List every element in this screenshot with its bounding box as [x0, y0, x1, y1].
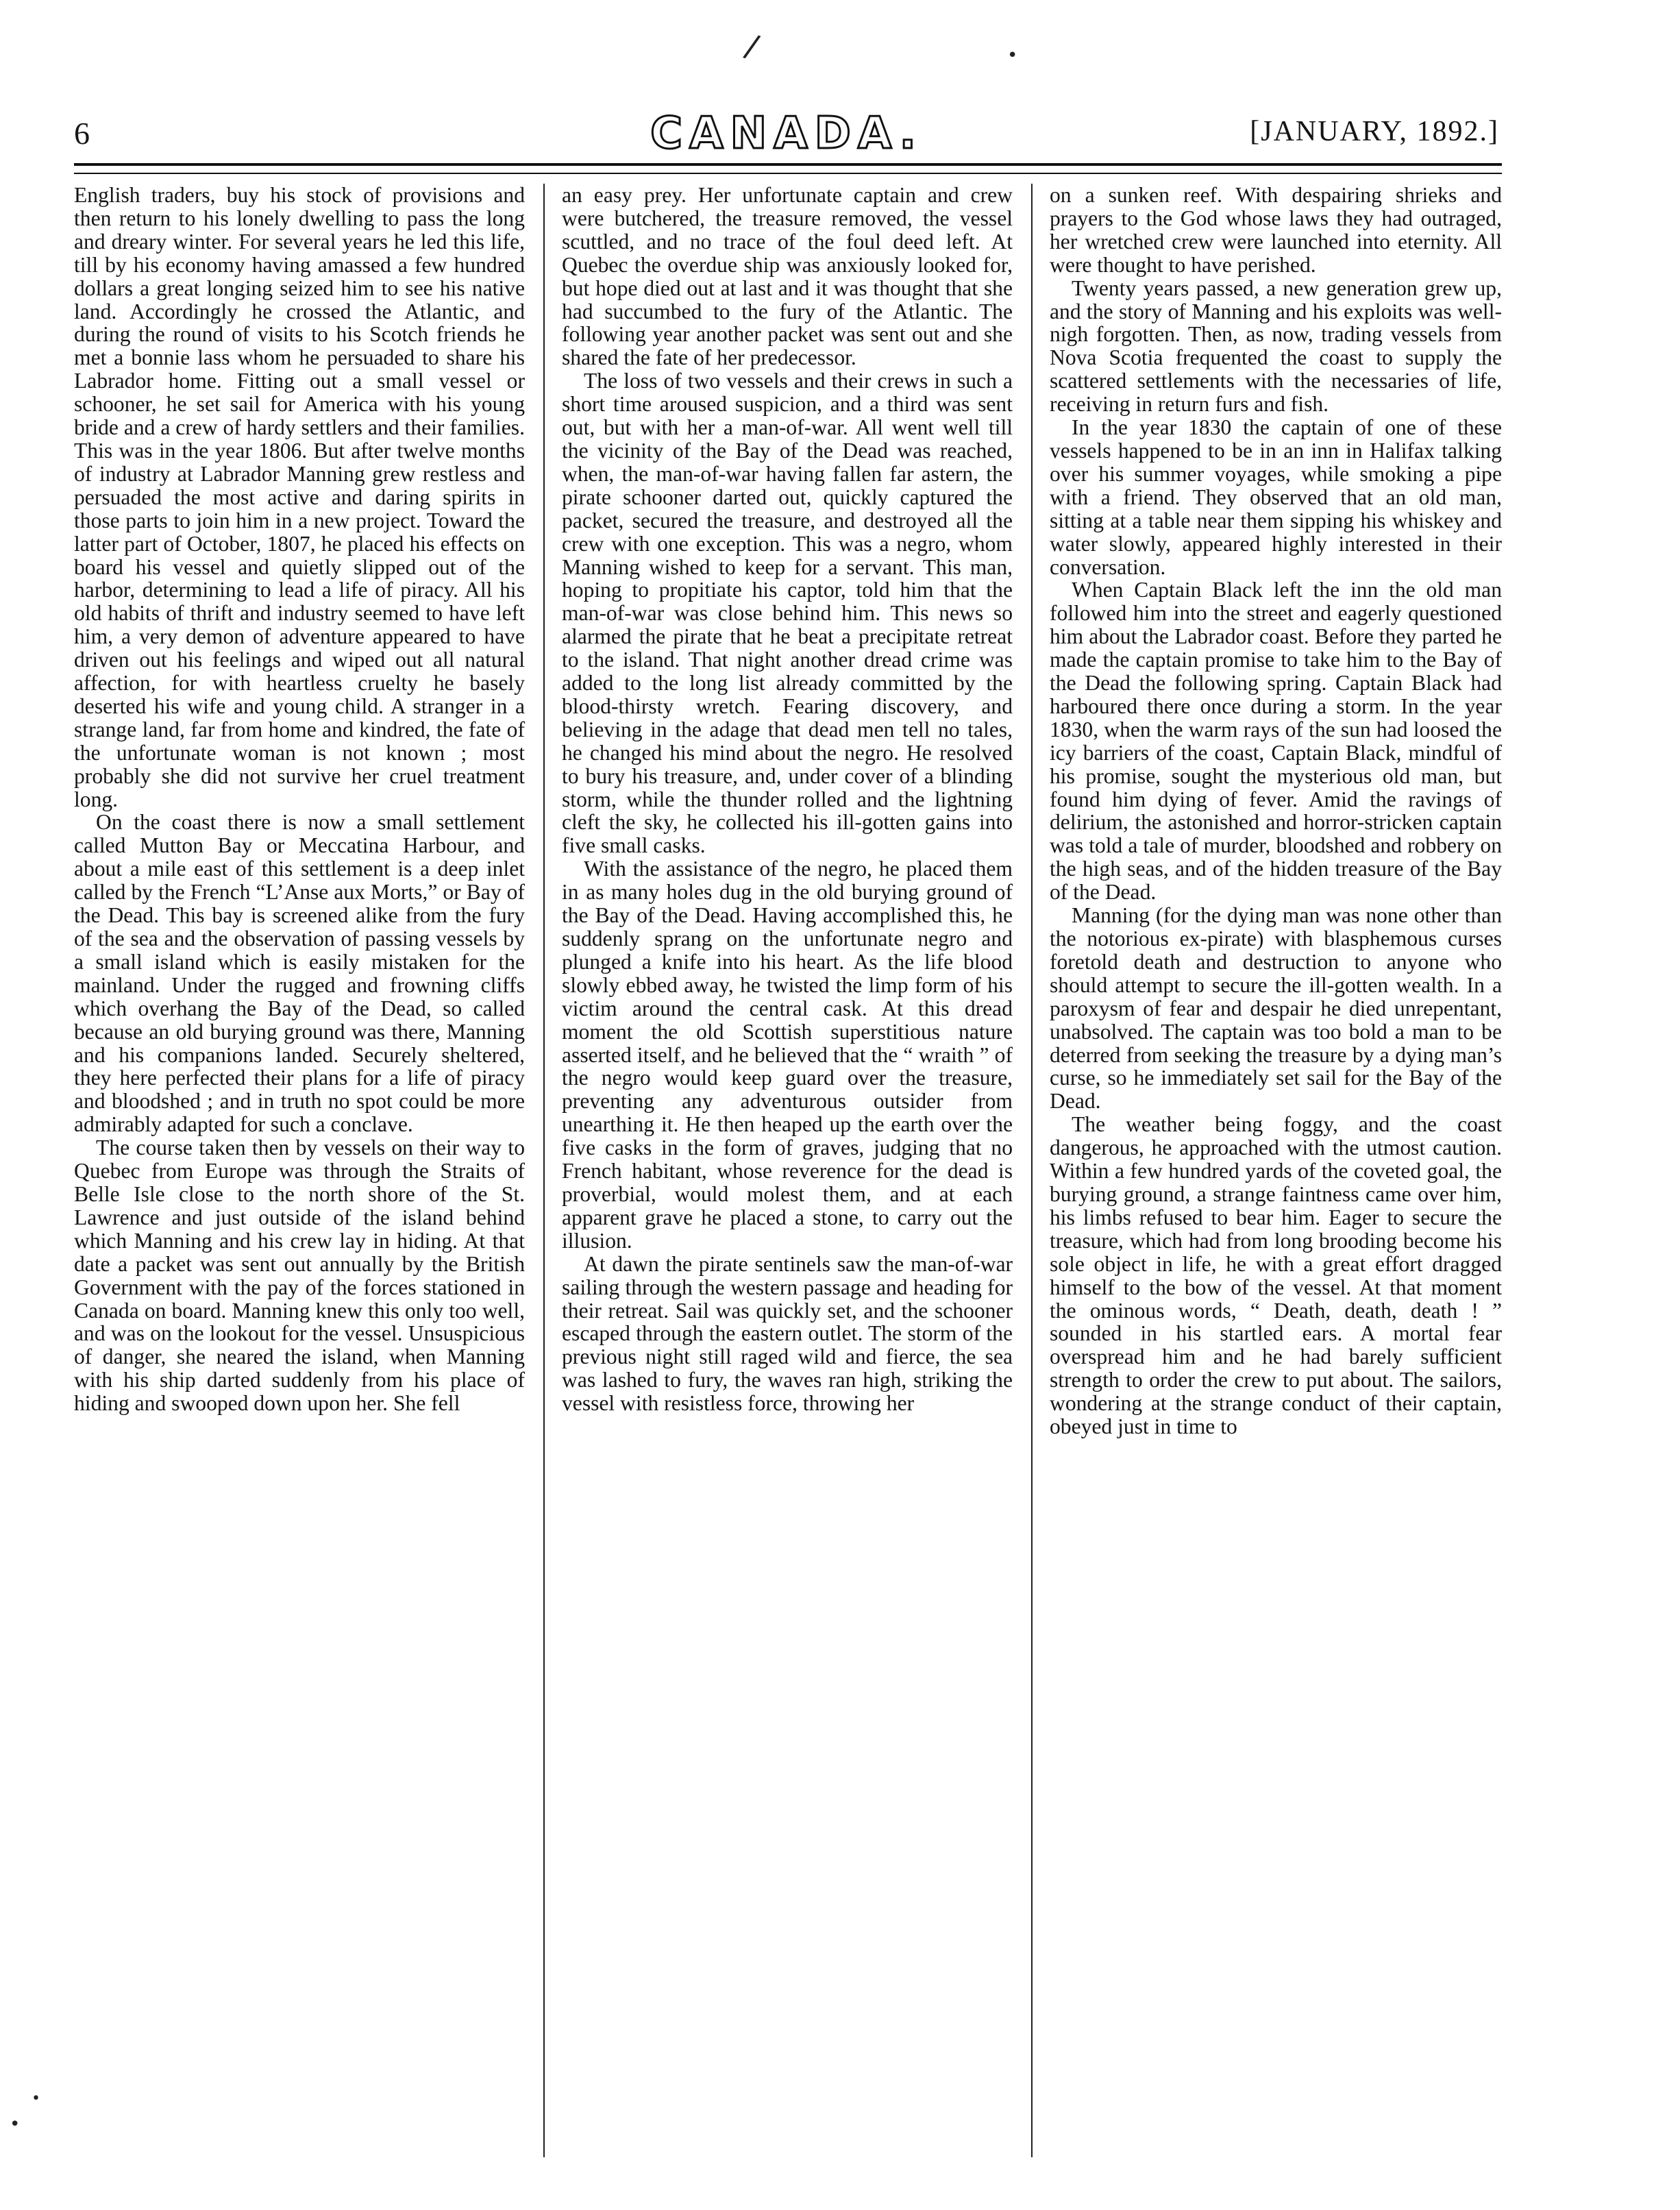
paragraph: With the assistance of the negro, he placed them in as many holes dug in the old burying ground of the Bay of the Dead. Having accomplished this, he suddenly sprang on the unfortunate negro and plunged a knife into his heart. As the life blood slowly ebbed away, he twisted the limp form of his victim around the central cask. At this dread moment the old Scottish superstitious nature asserted itself, and he believed that the “ wraith ” of the negro would keep guard over the treasure, preventing any adventurous outsider from unearthing it. He then heaped up the earth over the five casks in the form of graves, judging that no French habitant, whose reverence for the dead is proverbial, would molest them, and at each apparent grave he placed a stone, to carry out the illusion. — [562, 857, 1013, 1253]
paragraph: Twenty years passed, a new generation grew up, and the story of Manning and his exploits was well-nigh forgotten. Then, as now, trading vessels from Nova Scotia frequented the coast to supply the scattered settlements with the necessaries of life, receiving in return furs and fish. — [1050, 275, 1502, 417]
header-rule — [74, 163, 1502, 166]
paragraph: The weather being foggy, and the coast dangerous, he approached with the utmost caution. Within a few hundred yards of the coveted goal, the burying ground, a strange faintness came over him, his limbs refused to bear him. Eager to secure the treasure, which had from long brooding become his sole object in life, he with a great effort dragged himself to the bow of the vessel. At that moment the ominous words, “ Death, death, death ! ” sounded in his startled ears. A mortal fear overspread him and he had barely sufficient strength to order the crew to put about. The sailors, wondering at the strange conduct of their captain, obeyed just in time to — [1050, 1112, 1502, 1439]
paragraph: On the coast there is now a small settlement called Mutton Bay or Meccatina Harbour, and about a mile east of this settlement is a deep inlet called by the French “L’Anse aux Morts,” or Bay of the Dead. This bay is screened alike from the fury of the sea and the observation of passing vessels by a small island which is easily mistaken for the mainland. Under the rugged and frowning cliffs which overhang the Bay of the Dead, so called because an old burying ground was there, Manning and his companions landed. Securely sheltered, they here perfected their plans for a life of piracy and bloodshed ; and in truth no spot could be more admirably adapted for such a conclave. — [74, 810, 525, 1137]
paragraph: on a sunken reef. With despairing shrieks and prayers to the God whose laws they had outraged, her wretched crew were launched into eternity. All were thought to have perished. — [1050, 184, 1502, 277]
paragraph: Manning (for the dying man was none other than the notorious ex-pirate) with blasphemous curses foretold death and destruction to anyone who should attempt to secure the ill-gotten wealth. In a paroxysm of fear and despair he died unrepentant, unabsolved. The captain was too bold a man to be deterred from seeking the treasure by a dying man’s curse, so he immediately set sail for the Bay of the Dead. — [1050, 903, 1502, 1114]
ink-speck: • — [32, 2090, 40, 2107]
paragraph: The loss of two vessels and their crews in such a short time aroused suspicion, and a third was sent out, but with her a man-of-war. All went well till the vicinity of the Bay of the Dead was reached, when, the man-of-war having fallen far astern, the pirate schooner darted out, quickly captured the packet, secured the treasure, and destroyed all the crew with one exception. This was a negro, whom Manning wished to keep for a servant. This man, hoping to propitiate his captor, told him that the man-of-war was close behind him. This news so alarmed the pirate that he beat a precipitate retreat to the island. That night another dread crime was added to the long list already committed by the blood-thirsty wretch. Fearing discovery, and believing in the adage that dead men tell no tales, he changed his mind about the negro. He resolved to bury his treasure, and, under cover of a blinding storm, while the thunder rolled and the lightning cleft the sky, he collected his ill-gotten gains into five small casks. — [562, 369, 1013, 858]
ink-speck: • — [10, 2114, 21, 2135]
issue-date: [JANUARY, 1892.] — [1250, 116, 1499, 147]
page-header — [74, 103, 1499, 158]
article-body — [74, 184, 1502, 2157]
paragraph: an easy prey. Her unfortunate captain and crew were butchered, the treasure removed, the vessel scuttled, and no trace of the foul deed left. At Quebec the overdue ship was anxiously looked for, but hope died out at last and it was thought that she had succumbed to the fury of the Atlantic. The following year another packet was sent out and she shared the fate of her predecessor. — [562, 184, 1013, 370]
paragraph: At dawn the pirate sentinels saw the man-of-war sailing through the western passage and heading for their retreat. Sail was quickly set, and the schooner escaped through the eastern outlet. The storm of the previous night still raged wild and fierce, the sea was lashed to fury, the waves ran high, striking the vessel with resistless force, throwing her — [562, 1251, 1013, 1416]
header-rule-thin — [74, 173, 1502, 174]
paragraph: When Captain Black left the inn the old man followed him into the street and eagerly questioned him about the Labrador coast. Before they parted he made the captain promise to take him to the Bay of the Dead the following spring. Captain Black had harboured there once during a storm. In the year 1830, when the warm rays of the sun had loosed the icy barriers of the coast, Captain Black, mindful of his promise, sought the mysterious old man, but found him dying of fever. Amid the ravings of delirium, the astonished and horror-stricken captain was told a tale of murder, bloodshed and robbery on the high seas, and of the hidden treasure of the Bay of the Dead. — [1050, 578, 1502, 905]
ink-speck: • — [1007, 45, 1018, 66]
paragraph: The course taken then by vessels on their way to Quebec from Europe was through the Straits of Belle Isle close to the north shore of the St. Lawrence and just outside of the island behind which Manning and his crew lay in hiding. At that date a packet was sent out annually by the British Government with the pay of the forces stationed in Canada on board. Manning knew this only too well, and was on the lookout for the vessel. Unsuspicious of danger, she neared the island, when Manning with his ship darted suddenly from his place of hiding and swooped down upon her. She fell — [74, 1135, 525, 1416]
pen-stroke-mark: / — [741, 26, 763, 66]
text-column-3 — [1050, 184, 1502, 2157]
column-divider — [543, 184, 545, 2157]
text-column-1 — [74, 184, 525, 2157]
masthead-title: CANADA. — [650, 108, 923, 159]
page-number: 6 — [74, 116, 90, 151]
text-column-2 — [562, 184, 1013, 2157]
paragraph: English traders, buy his stock of provisions and then return to his lonely dwelling to pass the long and dreary winter. For several years he led this life, till by his economy having amassed a few hundred dollars a great longing seized him to see his native land. Accordingly he crossed the Atlantic, and during the round of visits to his Scotch friends he met a bonnie lass whom he persuaded to share his Labrador home. Fitting out a small vessel or schooner, he set sail for America with his young bride and a crew of hardy settlers and their families. This was in the year 1806. But after twelve months of industry at Labrador Manning grew restless and persuaded the most active and daring spirits in those parts to join him in a new project. Toward the latter part of October, 1807, he placed his effects on board his vessel and quietly slipped out of the harbor, determining to lead a life of piracy. All his old habits of thrift and industry seemed to have left him, a very demon of adventure appeared to have driven out his feelings and wiped out all natural affection, for with heartless cruelty he basely deserted his wife and young child. A stranger in a strange land, far from home and kindred, the fate of the unfortunate woman is not known ; most probably she did not survive her cruel treatment long. — [74, 184, 525, 811]
column-divider — [1031, 184, 1033, 2157]
paragraph: In the year 1830 the captain of one of these vessels happened to be in an inn in Halifax talking over his summer voyages, while smoking a pipe with a friend. They observed that an old man, sitting at a table near them sipping his whiskey and water slowly, appeared highly interested in their conversation. — [1050, 415, 1502, 579]
